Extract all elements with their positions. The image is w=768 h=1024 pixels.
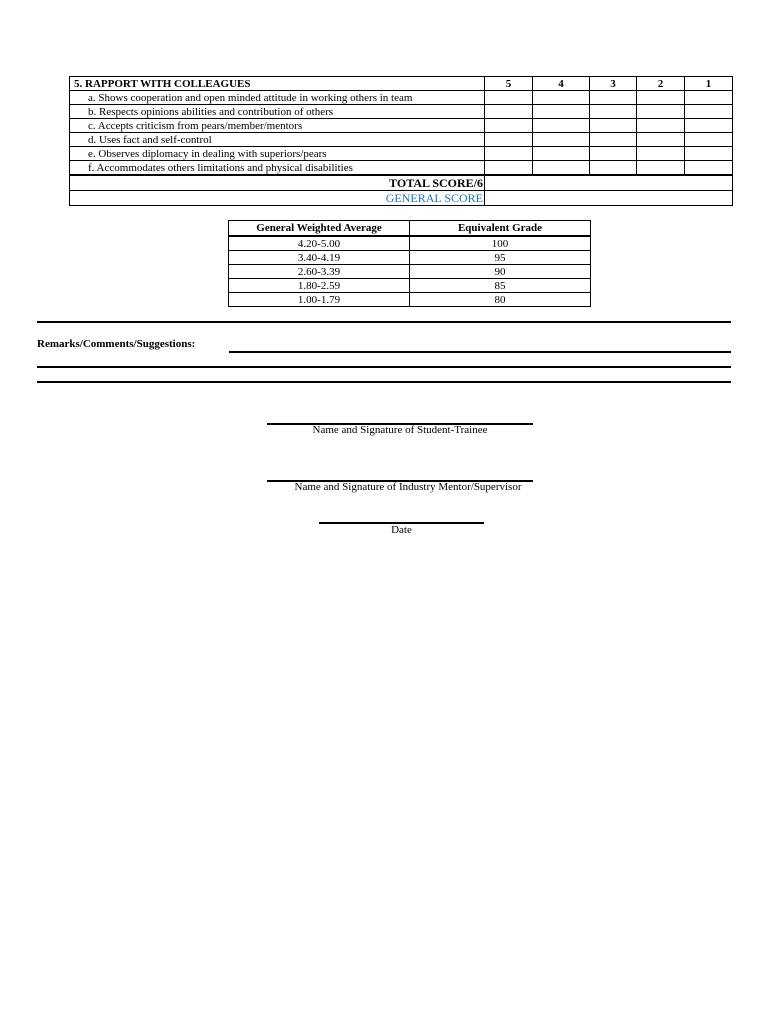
section-divider [37,321,731,323]
mentor-signature-label: Name and Signature of Industry Mentor/Supervisor [294,481,522,493]
rapport-rating-table [69,76,733,206]
criterion-label: d. Uses fact and self-control [70,133,485,147]
score-cell[interactable] [485,105,533,119]
general-score-label: GENERAL SCORE [70,191,485,206]
score-cell[interactable] [637,133,685,147]
score-cell[interactable] [533,105,590,119]
score-cell[interactable] [533,119,590,133]
criterion-row [70,161,733,176]
score-cell[interactable] [533,91,590,105]
score-cell[interactable] [485,91,533,105]
score-cell[interactable] [590,119,637,133]
score-cell[interactable] [637,105,685,119]
grade-row [229,236,591,251]
score-cell[interactable] [590,133,637,147]
general-score-row [70,191,733,206]
scale-2: 2 [637,77,685,91]
gwa-range: 3.40-4.19 [229,251,410,265]
score-cell[interactable] [637,91,685,105]
scale-1: 1 [685,77,733,91]
equivalent-grade: 80 [410,293,591,307]
score-cell[interactable] [685,119,733,133]
score-cell[interactable] [590,147,637,161]
grade-row [229,265,591,279]
score-cell[interactable] [685,161,733,176]
student-signature-label: Name and Signature of Student-Trainee [312,424,488,436]
grade-row [229,293,591,307]
score-cell[interactable] [590,91,637,105]
gwa-range: 2.60-3.39 [229,265,410,279]
score-cell[interactable] [637,147,685,161]
remarks-line[interactable] [37,381,731,383]
score-cell[interactable] [485,161,533,176]
gwa-range: 1.00-1.79 [229,293,410,307]
score-cell[interactable] [685,105,733,119]
criterion-label: a. Shows cooperation and open minded attitude in working others in team [70,91,485,105]
scale-5: 5 [485,77,533,91]
score-cell[interactable] [590,105,637,119]
score-cell[interactable] [637,119,685,133]
criterion-row [70,105,733,119]
equivalent-grade: 100 [410,236,591,251]
grade-row [229,279,591,293]
scale-4: 4 [533,77,590,91]
date-label: Date [391,524,412,536]
score-cell[interactable] [485,147,533,161]
grade-row [229,251,591,265]
score-cell[interactable] [533,133,590,147]
category-title: 5. RAPPORT WITH COLLEAGUES [70,77,485,91]
criterion-row [70,119,733,133]
criterion-row [70,147,733,161]
total-score-row [70,175,733,191]
criterion-row [70,133,733,147]
criterion-label: f. Accommodates others limitations and physical disabilities [70,161,485,176]
score-cell[interactable] [685,147,733,161]
equivalent-grade: 90 [410,265,591,279]
score-cell[interactable] [485,119,533,133]
gwa-range: 4.20-5.00 [229,236,410,251]
remarks-label: Remarks/Comments/Suggestions: [37,338,196,350]
general-score-value[interactable] [485,191,733,206]
score-cell[interactable] [533,147,590,161]
gwa-header: General Weighted Average [229,221,410,237]
equivalent-grade-header: Equivalent Grade [410,221,591,237]
score-cell[interactable] [685,133,733,147]
gwa-range: 1.80-2.59 [229,279,410,293]
criterion-label: e. Observes diplomacy in dealing with superiors/pears [70,147,485,161]
score-cell[interactable] [485,133,533,147]
score-cell[interactable] [590,161,637,176]
criterion-label: b. Respects opinions abilities and contribution of others [70,105,485,119]
total-score-label: TOTAL SCORE/6 [70,175,485,191]
equivalent-grade: 85 [410,279,591,293]
total-score-value[interactable] [485,175,733,191]
remarks-line[interactable] [229,351,731,353]
grade-equivalence-table [228,220,591,307]
rating-header-row [70,77,733,91]
equivalent-grade: 95 [410,251,591,265]
score-cell[interactable] [685,91,733,105]
score-cell[interactable] [637,161,685,176]
grade-header-row [229,221,591,237]
criterion-label: c. Accepts criticism from pears/member/mentors [70,119,485,133]
remarks-line[interactable] [37,366,731,368]
criterion-row [70,91,733,105]
scale-3: 3 [590,77,637,91]
score-cell[interactable] [533,161,590,176]
